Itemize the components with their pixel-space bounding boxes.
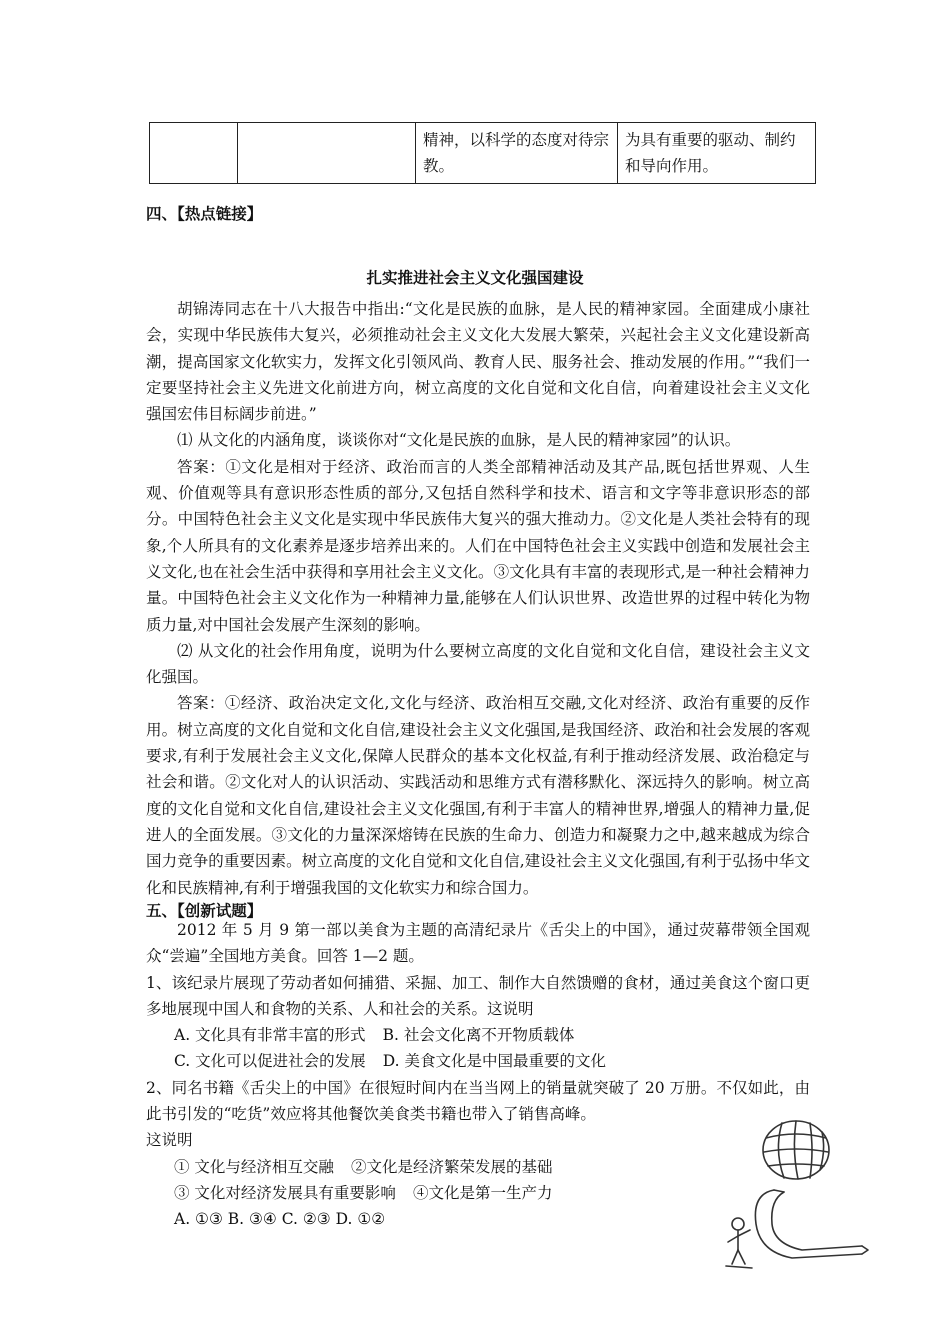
quiz-q2-statement-4: ④文化是第一生产力 bbox=[412, 1183, 553, 1202]
question-2: ⑵ 从文化的社会作用角度，说明为什么要树立高度的文化自觉和文化自信，建设社会主义文化强国。 bbox=[146, 641, 810, 687]
quiz-q1-stem: 1、该纪录片展现了劳动者如何捕猎、采掘、加工、制作大自然馈赠的食材，通过美食这个窗口更多地展现中国人和食物的关系、人和社会的关系。这说明 bbox=[146, 973, 810, 1018]
quiz-q1-option-a: A. 文化具有非常丰富的形式 bbox=[174, 1026, 366, 1045]
quiz-q2-options: A. ①③ B. ③④ C. ②③ D. ①② bbox=[174, 1210, 386, 1229]
quiz-body bbox=[146, 917, 810, 1233]
answer-2: 答案：①经济、政治决定文化,文化与经济、政治相互交融,文化对经济、政治有重要的反作用。树立高度的文化自觉和文化自信,建设社会主义文化强国,是我国经济、政治和社会发展的客观要求,有利于发展社会主义文化,保障人民群众的基本文化权益,有利于推动经济发展、政治稳定与社会和谐。②文化对人的认识活动、实践活动和思维方式有潜移默化、深远持久的影响。树立高度的文化自觉和文化自信,建设社会主义文化强国,有利于丰富人的精神世界,增强人的精神力量,促进人的全面发展。③文化的力量深深熔铸在民族的生命力、创造力和凝聚力之中,越来越成为综合国力竞争的重要因素。树立高度的文化自觉和文化自信,建设社会主义文化强国,有利于弘扬中华文化和民族精神,有利于增强我国的文化软实力和综合国力。 bbox=[146, 694, 810, 897]
quiz-q1-option-b: B. 社会文化离不开物质载体 bbox=[382, 1026, 575, 1045]
quiz-intro: 2012 年 5 月 9 第一部以美食为主题的高清纪录片《舌尖上的中国》，通过荧幕带领全国观众“尝遍”全国地方美食。回答 1—2 题。 bbox=[146, 921, 810, 966]
top-table bbox=[149, 122, 816, 184]
quiz-q2-stem-2: 这说明 bbox=[146, 1131, 193, 1150]
quiz-q2-statement-1: ① 文化与经济相互交融 bbox=[174, 1157, 334, 1176]
quiz-q1-option-c: C. 文化可以促进社会的发展 bbox=[174, 1052, 366, 1071]
article-body bbox=[146, 296, 810, 901]
quiz-q1-option-d: D. 美食文化是中国最重要的文化 bbox=[382, 1052, 606, 1071]
quiz-q2-statements-row-1 bbox=[146, 1154, 810, 1180]
quiz-q2-statement-3: ③ 文化对经济发展具有重要影响 bbox=[174, 1183, 396, 1202]
table-cell-empty-2 bbox=[238, 123, 416, 184]
section-5-heading: 五、【创新试题】 bbox=[146, 902, 263, 920]
table-cell-4: 为具有重要的驱动、制约和导向作用。 bbox=[618, 123, 816, 184]
section-4-heading: 四、【热点链接】 bbox=[146, 205, 263, 223]
article-title: 扎实推进社会主义文化强国建设 bbox=[366, 269, 584, 287]
quiz-q1-options-row-2 bbox=[146, 1048, 810, 1074]
question-1: ⑴ 从文化的内涵角度，谈谈你对“文化是民族的血脉，是人民的精神家园”的认识。 bbox=[177, 431, 741, 450]
quiz-q2-stem: 2、同名书籍《舌尖上的中国》在很短时间内在当当网上的销量就突破了 20 万册。不仅如此，由此书引发的“吃货”效应将其他餐饮美食类书籍也带入了销售高峰。 bbox=[146, 1078, 810, 1124]
table-cell-3: 精神，以科学的态度对待宗教。 bbox=[416, 123, 618, 184]
quiz-q2-statement-2: ②文化是经济繁荣发展的基础 bbox=[350, 1157, 553, 1176]
answer-1: 答案：①文化是相对于经济、政治而言的人类全部精神活动及其产品,既包括世界观、人生观、价值观等具有意识形态性质的部分,又包括自然科学和技术、语言和文字等非意识形态的部分。中国特色社会主义文化是实现中华民族伟大复兴的强大推动力。②文化是人类社会特有的现象,个人所具有的文化素养是逐步培养出来的。人们在中国特色社会主义实践中创造和发展社会主义文化,也在社会生活中获得和享用社会主义文化。③文化具有丰富的表现形式,是一种社会精神力量。中国特色社会主义文化作为一种精神力量,能够在人们认识世界、改造世界的过程中转化为物质力量,对中国社会发展产生深刻的影响。 bbox=[146, 457, 810, 634]
quiz-q1-options-row-1 bbox=[146, 1022, 810, 1048]
quiz-q2-statements-row-2 bbox=[146, 1180, 810, 1206]
table-row bbox=[150, 123, 816, 184]
table-cell-empty-1 bbox=[150, 123, 238, 184]
cartoon-illustration bbox=[712, 1104, 880, 1276]
article-intro: 胡锦涛同志在十八大报告中指出:“文化是民族的血脉，是人民的精神家园。全面建成小康社会，实现中华民族伟大复兴，必须推动社会主义文化大发展大繁荣，兴起社会主义文化建设新高潮，提高国家文化软实力，发挥文化引领风尚、教育人民、服务社会、推动发展的作用。”“我们一定要坚持社会主义先进文化前进方向，树立高度的文化自觉和文化自信，向着建设社会主义文化强国宏伟目标阔步前进。” bbox=[146, 300, 810, 424]
